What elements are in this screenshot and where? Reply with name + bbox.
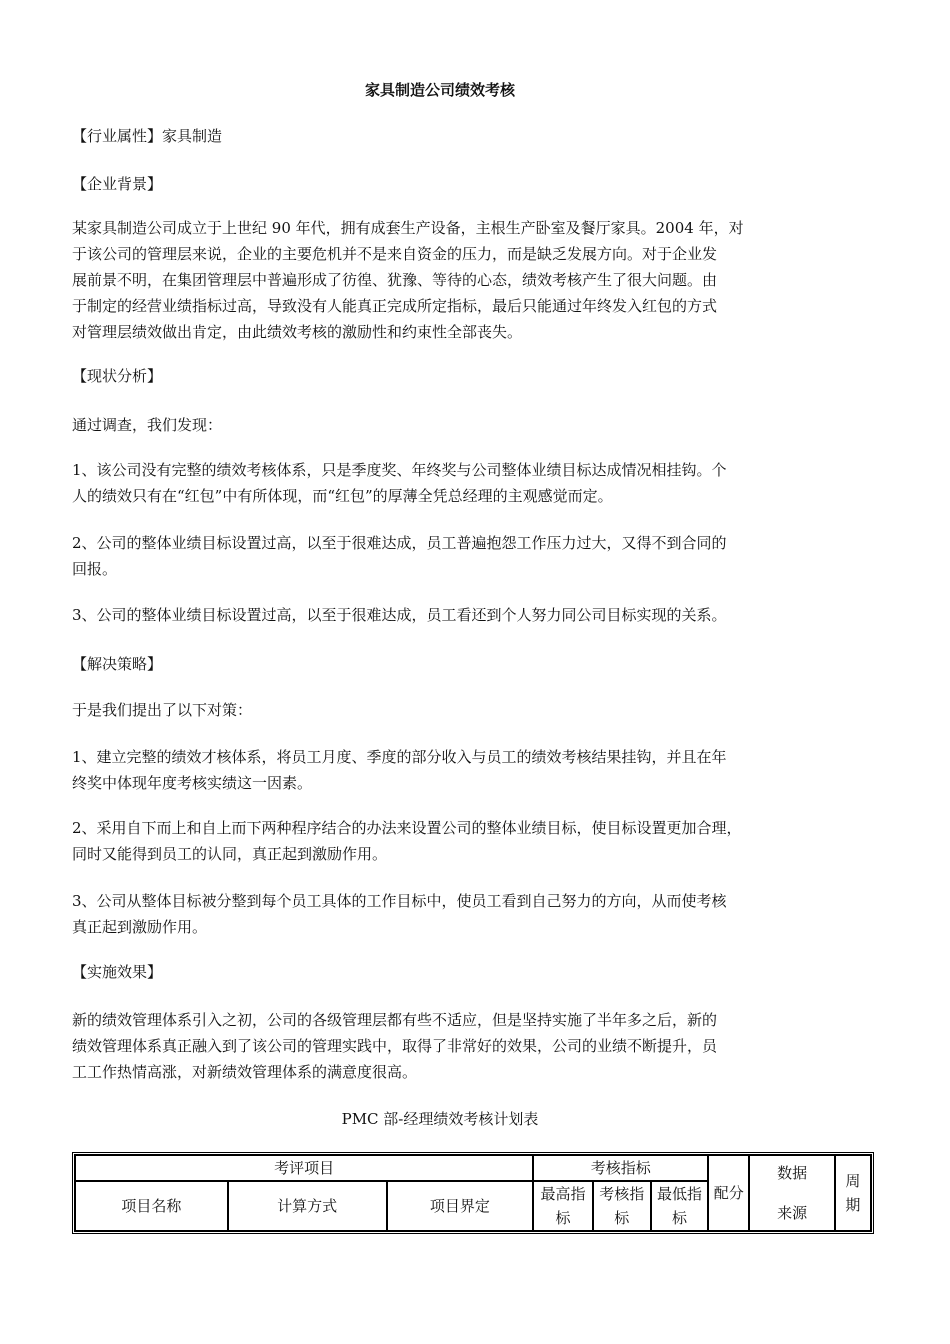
header-data-source (749, 1155, 834, 1231)
analysis-item-line: 1、该公司没有完整的绩效考核体系，只是季度奖、年终奖与公司整体业绩目标达成情况相挂钩。个 (72, 461, 727, 479)
analysis-item-3 (72, 602, 812, 628)
strategy-heading: 【解决策略】 (72, 655, 163, 673)
header-indicators: 考核指标 (533, 1155, 708, 1181)
strategy-item-line: 真正起到激励作用。 (72, 918, 208, 936)
table-title: PMC 部-经理绩效考核计划表 (341, 1110, 539, 1128)
document-title: 家具制造公司绩效考核 (364, 81, 515, 99)
effect-line: 工工作热情高涨，对新绩效管理体系的满意度很高。 (72, 1063, 418, 1081)
effect-heading: 【实施效果】 (72, 963, 163, 981)
industry-line (72, 123, 812, 149)
analysis-item-line: 人的绩效只有在“红包”中有所体现，而“红包”的厚薄全凭总经理的主观感觉而定。 (72, 487, 613, 505)
analysis-item-line: 3、公司的整体业绩目标设置过高，以至于很难达成，员工看还到个人努力同公司目标实现的关系。 (72, 606, 727, 624)
header-calc-method: 计算方式 (228, 1181, 387, 1231)
max-indicator-bottom: 标 (555, 1209, 571, 1227)
strategy-item-3 (72, 888, 812, 940)
analysis-item-2 (72, 530, 812, 582)
analysis-intro: 通过调查，我们发现： (72, 416, 223, 434)
data-source-bottom: 来源 (777, 1204, 808, 1222)
background-line: 对管理层绩效做出肯定，由此绩效考核的激励性和约束性全部丧失。 (72, 323, 523, 341)
table-header-row (75, 1155, 871, 1181)
effect-line: 绩效管理体系真正融入到了该公司的管理实践中，取得了非常好的效果，公司的业绩不断提升，员 (72, 1037, 718, 1055)
analysis-item-1 (72, 457, 812, 509)
header-eval-items: 考评项目 (75, 1155, 533, 1181)
background-heading: 【企业背景】 (72, 175, 163, 193)
header-max-indicator (533, 1181, 592, 1231)
strategy-intro: 于是我们提出了以下对策： (72, 701, 253, 719)
header-score: 配分 (708, 1155, 749, 1231)
header-item-scope: 项目界定 (387, 1181, 534, 1231)
analysis-item-line: 2、公司的整体业绩目标设置过高，以至于很难达成，员工普遍抱怨工作压力过大，又得不到合同的 (72, 534, 727, 552)
background-line: 某家具制造公司成立于上世纪 90 年代，拥有成套生产设备，主根生产卧室及餐厅家具。2004 年，对 (72, 219, 744, 237)
target-indicator-bottom: 标 (614, 1209, 630, 1227)
strategy-item-1 (72, 744, 812, 796)
header-item-name: 项目名称 (75, 1181, 228, 1231)
analysis-heading: 【现状分析】 (72, 367, 163, 385)
performance-plan-table (72, 1152, 874, 1234)
background-line: 展前景不明，在集团管理层中普遍形成了彷徨、犹豫、等待的心态，绩效考核产生了很大问题。由 (72, 271, 718, 289)
period-top: 周 (845, 1172, 861, 1190)
effect-line: 新的绩效管理体系引入之初，公司的各级管理层都有些不适应，但是坚持实施了半年多之后，新的 (72, 1011, 718, 1029)
industry-value: 家具制造 (162, 127, 223, 145)
strategy-item-line: 2、采用自下而上和自上而下两种程序结合的办法来设置公司的整体业绩目标，使目标设置更加合理， (72, 819, 742, 837)
background-paragraph (72, 215, 812, 345)
background-line: 于制定的经营业绩指标过高，导致没有人能真正完成所定指标，最后只能通过年终发入红包的方式 (72, 297, 718, 315)
strategy-item-line: 1、建立完整的绩效才核体系，将员工月度、季度的部分收入与员工的绩效考核结果挂钩，并且在年 (72, 748, 727, 766)
background-line: 于该公司的管理层来说，企业的主要危机并不是来自资金的压力，而是缺乏发展方向。对于企业发 (72, 245, 718, 263)
strategy-item-line: 同时又能得到员工的认同，真正起到激励作用。 (72, 845, 388, 863)
min-indicator-bottom: 标 (672, 1209, 688, 1227)
max-indicator-top: 最高指 (540, 1185, 586, 1203)
data-source-top: 数据 (777, 1164, 808, 1182)
header-target-indicator (593, 1181, 651, 1231)
strategy-item-line: 终奖中体现年度考核实绩这一因素。 (72, 774, 313, 792)
strategy-item-line: 3、公司从整体目标被分整到每个员工具体的工作目标中，使员工看到自己努力的方向，从而使考核 (72, 892, 727, 910)
target-indicator-top: 考核指 (599, 1185, 645, 1203)
header-period (835, 1155, 871, 1231)
effect-paragraph (72, 1007, 812, 1085)
data-source-gap (752, 1185, 831, 1201)
header-min-indicator (651, 1181, 708, 1231)
strategy-item-2 (72, 815, 812, 867)
period-bottom: 期 (845, 1196, 861, 1214)
min-indicator-top: 最低指 (657, 1185, 703, 1203)
analysis-item-line: 回报。 (72, 560, 118, 578)
industry-label: 【行业属性】 (72, 127, 163, 145)
